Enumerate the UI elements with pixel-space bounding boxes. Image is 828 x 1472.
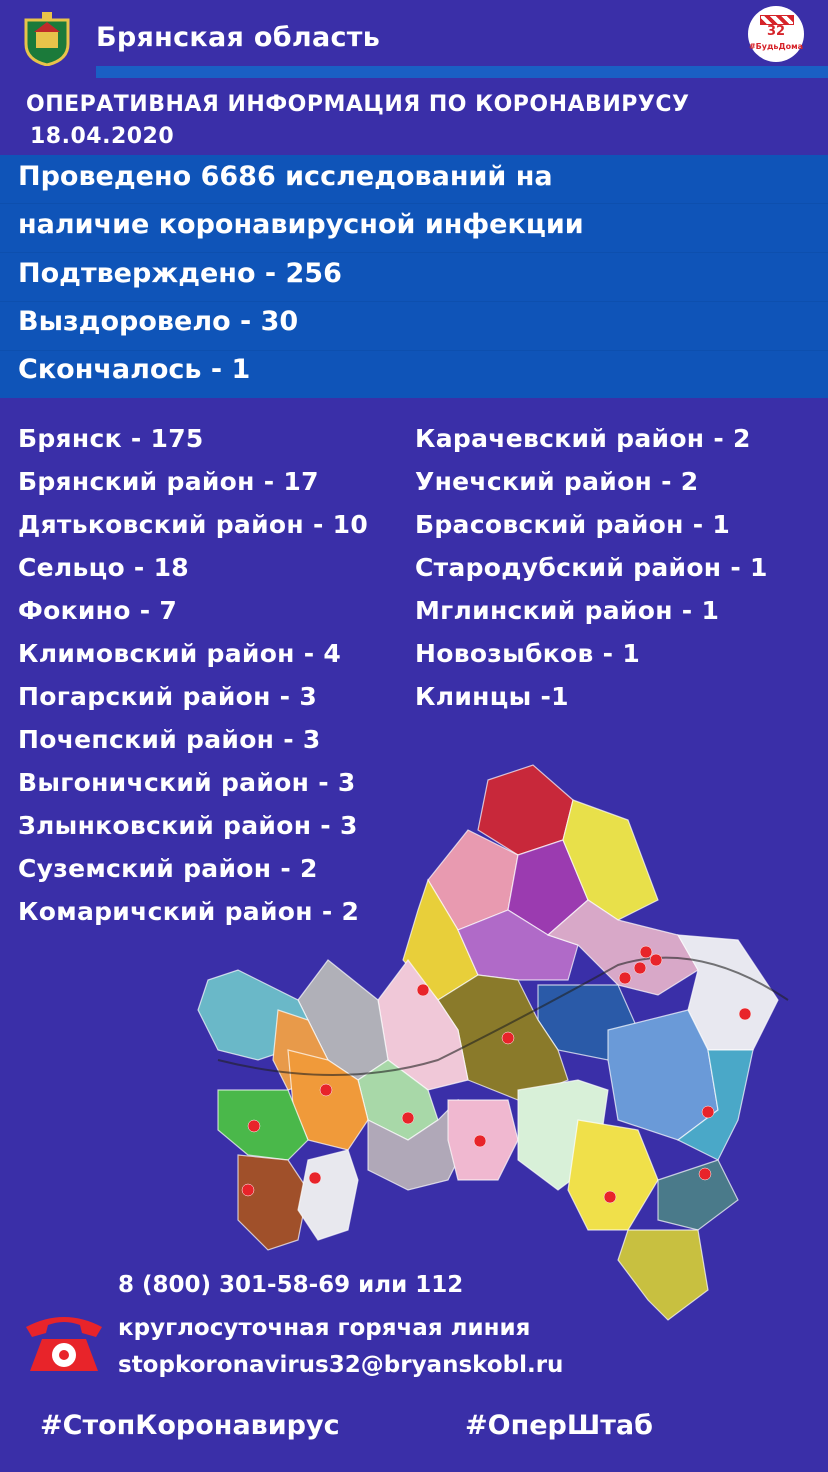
hashtag-stop-coronavirus: #СтопКоронавирус (40, 1410, 340, 1441)
report-date: 18.04.2020 (30, 124, 175, 149)
case-marker (242, 1184, 254, 1196)
case-marker (640, 946, 652, 958)
district-item: Брасовский район - 1 (415, 510, 731, 539)
case-marker (417, 984, 429, 996)
region-crest-icon (22, 10, 72, 66)
hotline-phone[interactable]: 8 (800) 301-58-69 или 112 (118, 1272, 464, 1298)
case-marker (604, 1191, 616, 1203)
district-item: Сельцо - 18 (18, 553, 190, 582)
map-district (658, 1160, 738, 1230)
case-marker (650, 954, 662, 966)
header-stripe (96, 66, 828, 78)
case-marker (702, 1106, 714, 1118)
case-marker (502, 1032, 514, 1044)
district-item: Погарский район - 3 (18, 682, 318, 711)
contact-email[interactable]: stopkoronavirus32@bryanskobl.ru (118, 1352, 564, 1378)
region-title: Брянская область (96, 22, 381, 53)
stay-home-badge (748, 6, 804, 62)
badge-number: 32 (766, 24, 786, 39)
district-item: Дятьковский район - 10 (18, 510, 369, 539)
district-item: Брянский район - 17 (18, 467, 319, 496)
district-item: Злынковский район - 3 (18, 811, 358, 840)
case-marker (248, 1120, 260, 1132)
district-item: Выгоничский район - 3 (18, 768, 356, 797)
hotline-caption: круглосуточная горячая линия (118, 1315, 531, 1341)
stat-deaths: Скончалось - 1 (18, 354, 251, 385)
map-district (568, 1120, 658, 1230)
map-district (298, 1150, 358, 1240)
page-subtitle: ОПЕРАТИВНАЯ ИНФОРМАЦИЯ ПО КОРОНАВИРУСУ (26, 92, 690, 117)
case-marker (309, 1172, 321, 1184)
stat-confirmed: Подтверждено - 256 (18, 258, 342, 289)
case-marker (739, 1008, 751, 1020)
hashtag-opershtab: #ОперШтаб (465, 1410, 653, 1441)
district-item: Карачевский район - 2 (415, 424, 751, 453)
district-item: Мглинский район - 1 (415, 596, 720, 625)
case-marker (402, 1112, 414, 1124)
district-item: Суземский район - 2 (18, 854, 318, 883)
district-item: Унечский район - 2 (415, 467, 699, 496)
case-marker (699, 1168, 711, 1180)
district-item: Комаричский район - 2 (18, 897, 360, 926)
district-item: Новозыбков - 1 (415, 639, 641, 668)
district-item: Почепский район - 3 (18, 725, 321, 754)
stat-recovered: Выздоровело - 30 (18, 306, 299, 337)
case-marker (474, 1135, 486, 1147)
district-item: Клинцы -1 (415, 682, 569, 711)
map-district (618, 1230, 708, 1320)
stat-tests-line2: наличие коронавирусной инфекции (18, 209, 584, 240)
district-item: Стародубский район - 1 (415, 553, 768, 582)
district-item: Фокино - 7 (18, 596, 178, 625)
district-item: Климовский район - 4 (18, 639, 342, 668)
map-district (238, 1155, 308, 1250)
badge-hashtag: #БудьДома (748, 42, 804, 51)
district-item: Брянск - 175 (18, 424, 204, 453)
case-marker (619, 972, 631, 984)
phone-icon (22, 1305, 106, 1377)
region-map (178, 760, 798, 1340)
case-marker (634, 962, 646, 974)
case-marker (320, 1084, 332, 1096)
stat-tests-line1: Проведено 6686 исследований на (18, 161, 553, 192)
